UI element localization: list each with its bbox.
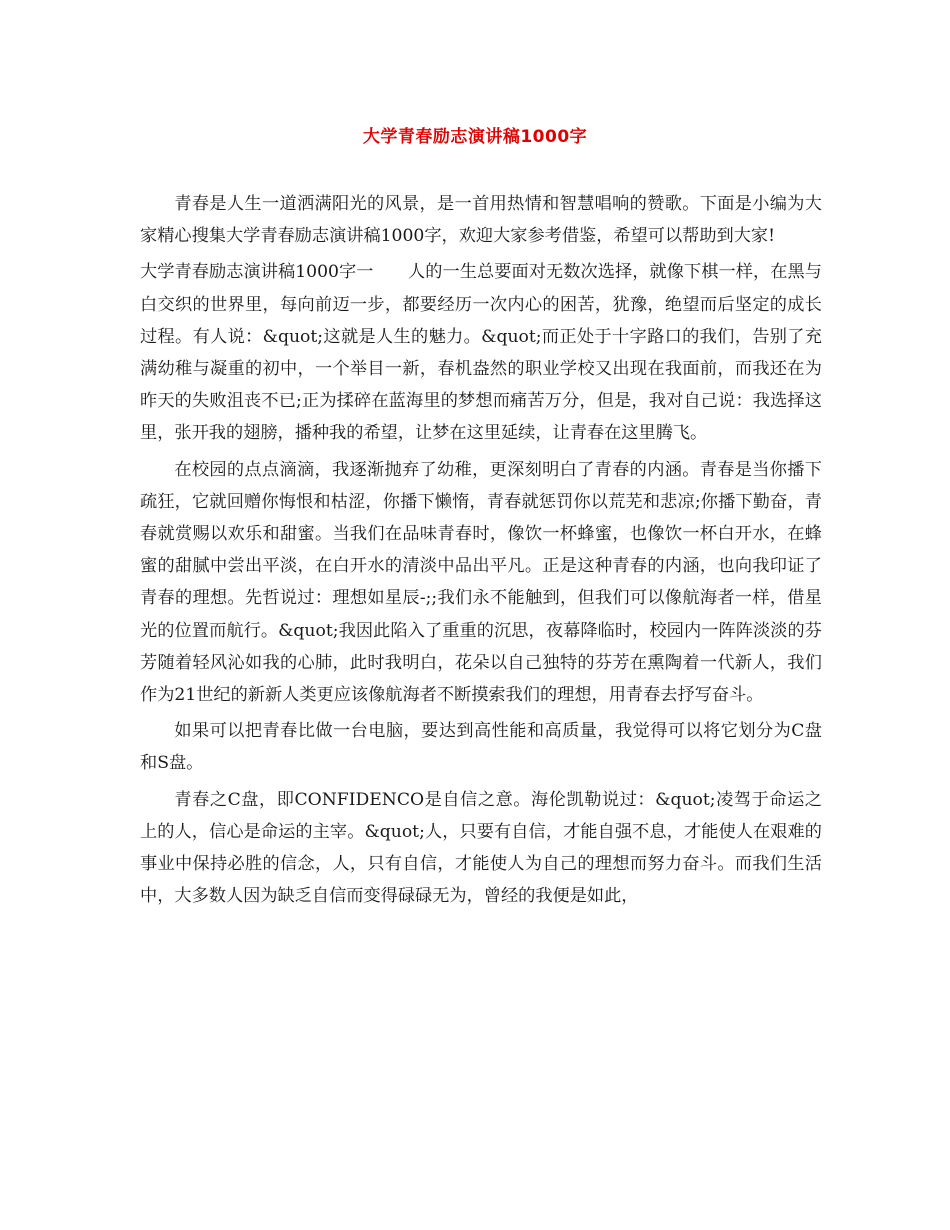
document-title: 大学青春励志演讲稿1000字 xyxy=(362,127,588,147)
paragraph-campus: 在校园的点点滴滴，我逐渐抛弃了幼稚，更深刻明白了青春的内涵。青春是当你播下疏狂，它就回赠你悔恨和枯涩，你播下懒惰，青春就惩罚你以荒芜和悲凉;你播下勤奋，青春就赏赐以欢乐和甜蜜。当我们在品味青春时，像饮一杯蜂蜜，也像饮一杯白开水，在蜂蜜的甜腻中尝出平淡，在白开水的清淡中品出平凡。正是这种青春的内涵，也向我印证了青春的理想。先哲说过：理想如星辰-;;我们永不能触到，但我们可以像航海者一样，借星光的位置而航行。&quot;我因此陷入了重重的沉思，夜幕降临时，校园内一阵阵淡淡的芬芳随着轻风沁如我的心肺，此时我明白，花朵以自己独特的芬芳在熏陶着一代新人，我们作为21世纪的新新人类更应该像航海者不断摸索我们的理想，用青春去抒写奋斗。 xyxy=(140,459,822,706)
paragraph-computer-metaphor: 如果可以把青春比做一台电脑，要达到高性能和高质量，我觉得可以将它划分为C盘和S盘。 xyxy=(140,721,822,774)
paragraph-intro: 青春是人生一道洒满阳光的风景，是一首用热情和智慧唱响的赞歌。下面是小编为大家精心搜集大学青春励志演讲稿1000字，欢迎大家参考借鉴，希望可以帮助到大家! xyxy=(140,194,822,247)
paragraph-c-drive: 青春之C盘，即CONFIDENCO是自信之意。海伦凯勒说过：&quot;凌驾于命运之上的人，信心是命运的主宰。&quot;人，只要有自信，才能自强不息，才能使人在艰难的事业中保持必胜的信念，人，只有自信，才能使人为自己的理想而努力奋斗。而我们生活中，大多数人因为缺乏自信而变得碌碌无为，曾经的我便是如此， xyxy=(140,789,822,907)
paragraph-section-one: 大学青春励志演讲稿1000字一 人的一生总要面对无数次选择，就像下棋一样，在黑与白交织的世界里，每向前迈一步，都要经历一次内心的困苦，犹豫，绝望而后坚定的成长过程。有人说：&quot;这就是人生的魅力。&quot;而正处于十字路口的我们，告别了充满幼稚与凝重的初中，一个举目一新，春机盎然的职业学校又出现在我面前，而我还在为昨天的失败沮丧不已;正为揉碎在蓝海里的梦想而痛苦万分，但是，我对自己说：我选择这里，张开我的翅膀，播种我的希望，让梦在这里延续，让青春在这里腾飞。 xyxy=(140,262,822,444)
document-body xyxy=(140,188,822,912)
